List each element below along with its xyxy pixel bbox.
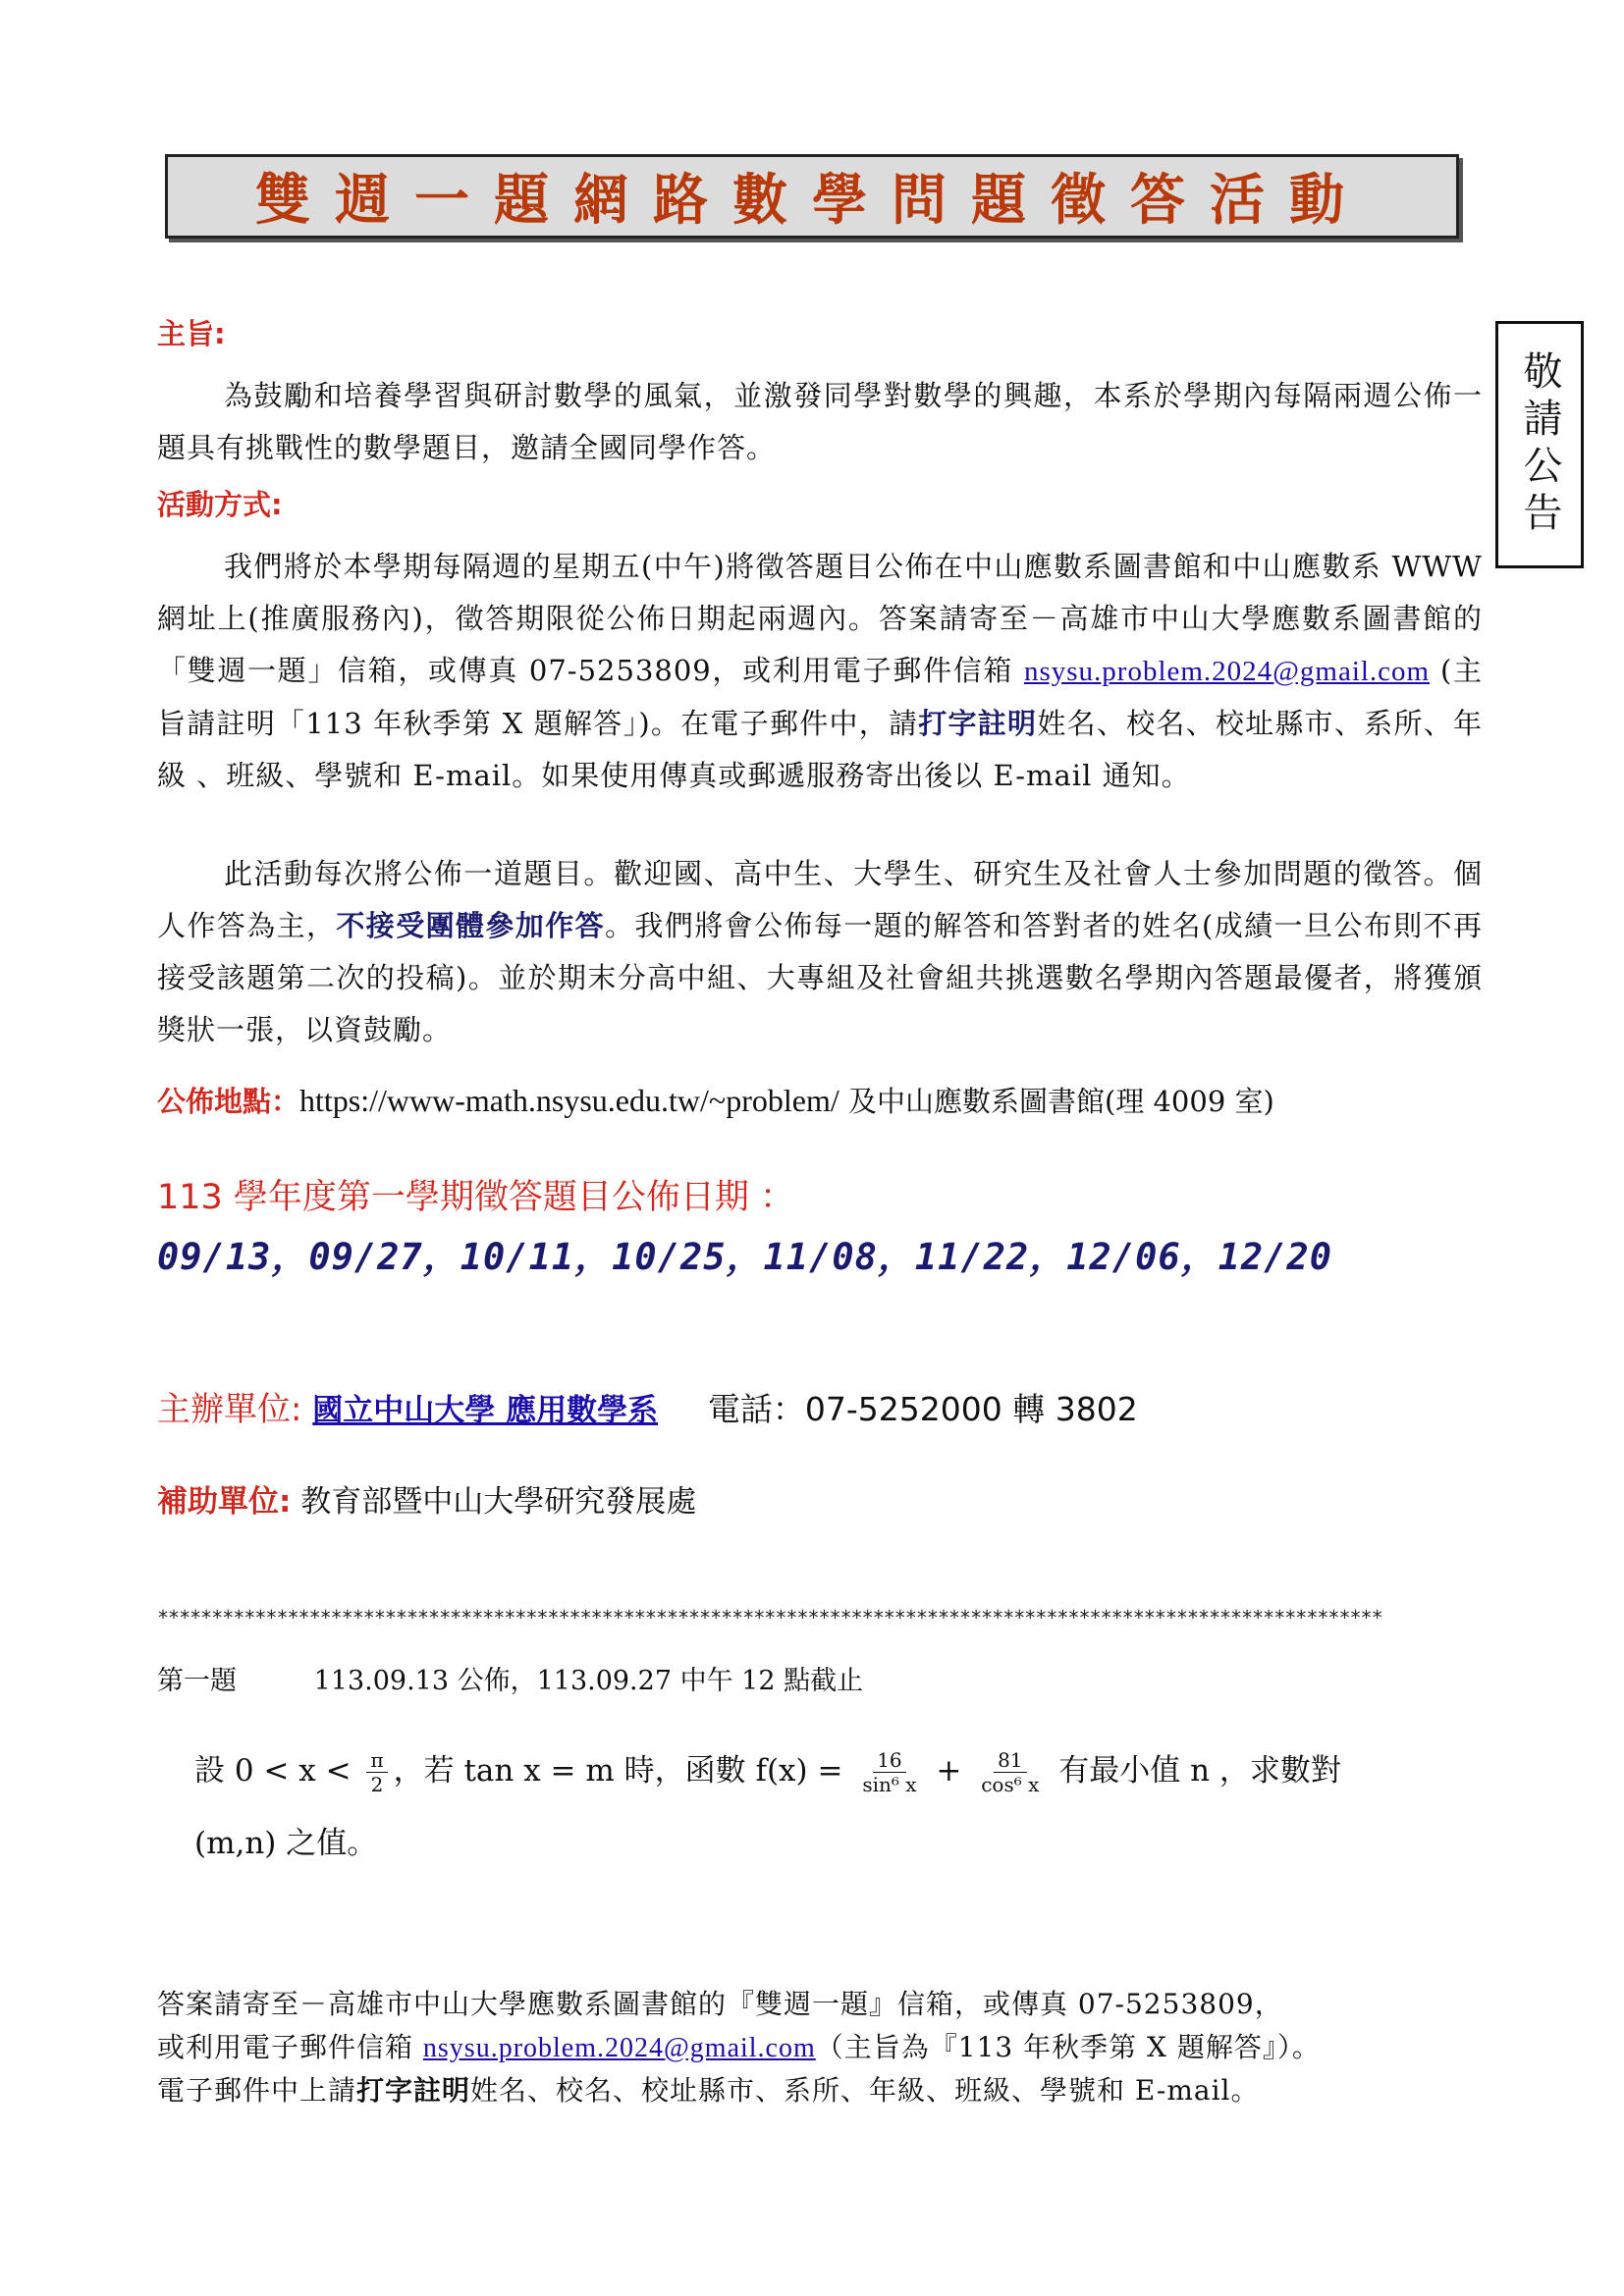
footer-line-3 xyxy=(157,2069,1260,2109)
fraction-denominator: cos⁶ x xyxy=(981,1773,1040,1796)
fraction-16-over-sin xyxy=(858,1748,920,1796)
email-link[interactable]: nsysu.problem.2024@gmail.com xyxy=(1023,656,1431,687)
footer-line-1: 答案請寄至－高雄市中山大學應數系圖書館的『雙週一題』信箱，或傳真 07-5253809， xyxy=(157,1988,1283,2020)
problem-text: ，若 tan x = m 時，函數 f(x) = xyxy=(393,1753,853,1789)
method-paragraph-2 xyxy=(157,848,1483,1056)
problem-text: 設 0 < x < xyxy=(194,1753,361,1789)
notice-box xyxy=(1495,321,1584,568)
footer-text: 或利用電子郵件信箱 xyxy=(157,2031,423,2063)
method-heading: 活動方式: xyxy=(157,488,283,521)
plus-sign: + xyxy=(926,1753,972,1789)
location-line xyxy=(157,1080,1274,1120)
footer-text: 姓名、校名、校址縣市、系所、年級、班級、學號和 E-mail。 xyxy=(470,2074,1260,2107)
schedule-heading: 113 學年度第一學期徵答題目公佈日期 ： xyxy=(157,1178,795,1217)
page-title: 雙週一題網路數學問題徵答活動 xyxy=(255,168,1369,233)
separator-line: ***************************************************************************************************************** xyxy=(157,1606,1382,1629)
fraction-numerator: 16 xyxy=(873,1748,905,1773)
organizer-name[interactable]: 國立中山大學 應用數學系 xyxy=(312,1393,659,1428)
problem-dates: 113.09.13 公佈，113.09.27 中午 12 點截止 xyxy=(313,1666,864,1696)
footer-text: 電子郵件中上請 xyxy=(157,2074,357,2107)
method-text: 。我們將會公佈每一題的解答和答對者的姓名(成績一旦公布則不再接受該題第二次的投稿)。並於期末分高中組、大專組及社會組共挑選數名學期內答題最優者，將獲頒獎狀一張，以資鼓勵。 xyxy=(157,909,1483,1046)
organizer-label: 主辦單位: xyxy=(157,1390,302,1429)
emphasis-text: 不接受團體參加作答 xyxy=(336,909,606,942)
problem-number: 第一題 xyxy=(157,1666,237,1696)
fraction-numerator: 81 xyxy=(994,1748,1026,1773)
sponsor-label: 補助單位: xyxy=(157,1484,292,1520)
sponsor-name: 教育部暨中山大學研究發展處 xyxy=(300,1484,697,1520)
organizer-line xyxy=(157,1382,1138,1430)
purpose-text: 為鼓勵和培養學習與研討數學的風氣，並激發同學對數學的興趣，本系於學期內每隔兩週公佈一題具有挑戰性的數學題目，邀請全國同學作答。 xyxy=(157,379,1483,464)
footer-text: （主旨為『113 年秋季第 X 題解答』）。 xyxy=(815,2031,1321,2063)
purpose-heading: 主旨: xyxy=(157,317,226,350)
location-label: 公佈地點： xyxy=(157,1085,300,1118)
title-banner xyxy=(165,154,1459,239)
emphasis-text: 打字註明 xyxy=(356,2074,471,2107)
fraction-pi-over-2 xyxy=(366,1748,387,1796)
footer-email-link[interactable]: nsysu.problem.2024@gmail.com xyxy=(422,2033,816,2063)
fraction-denominator: sin⁶ x xyxy=(862,1773,917,1796)
location-url[interactable]: https://www-math.nsysu.edu.tw/~problem/ xyxy=(299,1083,839,1118)
location-rest: 及中山應數系圖書館(理 4009 室) xyxy=(839,1085,1274,1118)
method-text: 我們將於本學期每隔週的星期五(中午)將徵答題目公佈在中山應數系圖書館和中山應數系 WWW 網址上(推廣服務內)，徵答期限從公佈日期起兩週內。答案請寄至－高雄市中山大學應數系圖書館的「雙週一題」信箱，或傳真 07-5253809，或利用電子郵件信箱 xyxy=(157,550,1483,687)
organizer-phone: 電話：07-5252000 轉 3802 xyxy=(707,1390,1138,1428)
fraction-denominator: 2 xyxy=(370,1773,384,1796)
fraction-numerator: π xyxy=(366,1748,387,1773)
problem-statement-line-1 xyxy=(194,1745,1341,1796)
method-text: (主旨請註明「113 年秋季第 X 題解答」)。在電子郵件中，請 xyxy=(157,654,1483,740)
problem-header xyxy=(157,1659,863,1697)
method-paragraph-1 xyxy=(157,541,1483,802)
emphasis-text: 打字註明 xyxy=(918,707,1038,740)
footer-line-2 xyxy=(157,2026,1321,2065)
method-text: 姓名、校名、校址縣市、系所、年級 、班級、學號和 E-mail。如果使用傳真或郵遞服務寄出後以 E-mail 通知。 xyxy=(157,707,1483,792)
problem-statement-line-2: (m,n) 之值。 xyxy=(194,1826,378,1861)
sponsor-line xyxy=(157,1476,696,1521)
problem-text: 有最小值 n ，求數對 xyxy=(1049,1753,1341,1789)
fraction-81-over-cos xyxy=(977,1748,1043,1796)
notice-label: 敬請公告 xyxy=(1517,350,1562,539)
method-text: 此活動每次將公佈一道題目。歡迎國、高中生、大學生、研究生及社會人士參加問題的徵答。個人作答為主， xyxy=(157,857,1483,942)
schedule-dates: 09/13，09/27，10/11，10/25，11/08，11/22，12/06，12/20 xyxy=(157,1236,1333,1278)
